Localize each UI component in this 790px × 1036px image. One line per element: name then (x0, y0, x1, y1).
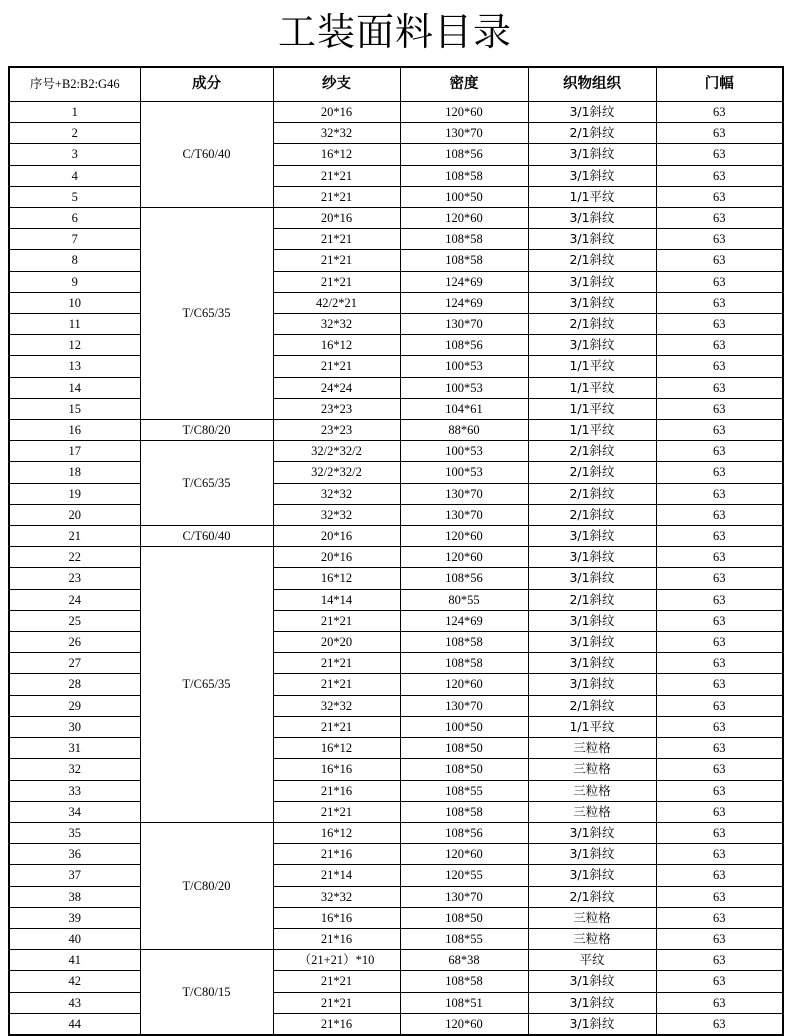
cell-yarn-count: （21+21）*10 (273, 950, 400, 971)
column-header-density: 密度 (400, 67, 528, 102)
cell-density: 108*51 (400, 992, 528, 1013)
cell-weave: 2/1斜纹 (528, 250, 656, 271)
table-row (9, 102, 783, 123)
table-body (9, 102, 783, 1035)
cell-yarn-count: 21*16 (273, 844, 400, 865)
cell-yarn-count: 42/2*21 (273, 292, 400, 313)
cell-density: 100*53 (400, 462, 528, 483)
cell-serial: 3 (9, 144, 140, 165)
cell-serial: 17 (9, 441, 140, 462)
cell-serial: 8 (9, 250, 140, 271)
table-row (9, 250, 783, 271)
cell-density: 100*50 (400, 186, 528, 207)
cell-density: 80*55 (400, 589, 528, 610)
cell-composition: T/C65/35 (140, 547, 273, 823)
cell-yarn-count: 21*21 (273, 229, 400, 250)
cell-serial: 40 (9, 928, 140, 949)
cell-weave: 三粒格 (528, 780, 656, 801)
cell-density: 100*53 (400, 377, 528, 398)
cell-fabric-width: 63 (656, 335, 783, 356)
cell-yarn-count: 21*14 (273, 865, 400, 886)
cell-serial: 32 (9, 759, 140, 780)
cell-fabric-width: 63 (656, 462, 783, 483)
cell-weave: 三粒格 (528, 738, 656, 759)
cell-yarn-count: 16*12 (273, 568, 400, 589)
cell-weave: 2/1斜纹 (528, 123, 656, 144)
cell-yarn-count: 32/2*32/2 (273, 462, 400, 483)
table-row (9, 186, 783, 207)
cell-serial: 5 (9, 186, 140, 207)
column-header-composition: 成分 (140, 67, 273, 102)
cell-yarn-count: 21*21 (273, 271, 400, 292)
cell-serial: 13 (9, 356, 140, 377)
cell-serial: 19 (9, 483, 140, 504)
cell-density: 130*70 (400, 886, 528, 907)
cell-fabric-width: 63 (656, 759, 783, 780)
cell-serial: 39 (9, 907, 140, 928)
cell-serial: 42 (9, 971, 140, 992)
cell-fabric-width: 63 (656, 271, 783, 292)
table-row (9, 462, 783, 483)
table-row (9, 547, 783, 568)
table-row (9, 589, 783, 610)
cell-density: 108*58 (400, 801, 528, 822)
cell-fabric-width: 63 (656, 653, 783, 674)
cell-weave: 3/1斜纹 (528, 632, 656, 653)
cell-yarn-count: 20*16 (273, 208, 400, 229)
cell-yarn-count: 20*16 (273, 547, 400, 568)
cell-fabric-width: 63 (656, 716, 783, 737)
cell-weave: 3/1斜纹 (528, 292, 656, 313)
cell-yarn-count: 23*23 (273, 398, 400, 419)
cell-density: 100*50 (400, 716, 528, 737)
cell-density: 108*55 (400, 780, 528, 801)
cell-serial: 30 (9, 716, 140, 737)
cell-yarn-count: 21*21 (273, 186, 400, 207)
cell-yarn-count: 21*21 (273, 992, 400, 1013)
cell-composition: C/T60/40 (140, 102, 273, 208)
table-row (9, 165, 783, 186)
cell-serial: 25 (9, 610, 140, 631)
cell-yarn-count: 21*21 (273, 165, 400, 186)
cell-weave: 3/1斜纹 (528, 229, 656, 250)
cell-weave: 3/1斜纹 (528, 992, 656, 1013)
cell-weave: 3/1斜纹 (528, 971, 656, 992)
cell-weave: 3/1斜纹 (528, 144, 656, 165)
cell-serial: 38 (9, 886, 140, 907)
cell-weave: 3/1斜纹 (528, 1013, 656, 1035)
column-header-weave: 织物组织 (528, 67, 656, 102)
cell-density: 108*56 (400, 568, 528, 589)
cell-density: 108*58 (400, 653, 528, 674)
cell-yarn-count: 14*14 (273, 589, 400, 610)
table-row (9, 144, 783, 165)
cell-serial: 16 (9, 420, 140, 441)
cell-fabric-width: 63 (656, 738, 783, 759)
cell-fabric-width: 63 (656, 822, 783, 843)
table-row (9, 504, 783, 525)
cell-yarn-count: 32*32 (273, 483, 400, 504)
cell-yarn-count: 20*20 (273, 632, 400, 653)
table-row (9, 907, 783, 928)
cell-weave: 3/1斜纹 (528, 844, 656, 865)
cell-fabric-width: 63 (656, 398, 783, 419)
table-row (9, 801, 783, 822)
cell-weave: 1/1平纹 (528, 356, 656, 377)
table-row (9, 865, 783, 886)
cell-density: 130*70 (400, 314, 528, 335)
table-row (9, 123, 783, 144)
table-row (9, 377, 783, 398)
cell-density: 120*60 (400, 547, 528, 568)
cell-fabric-width: 63 (656, 526, 783, 547)
cell-weave: 平纹 (528, 950, 656, 971)
table-row (9, 292, 783, 313)
cell-serial: 21 (9, 526, 140, 547)
cell-yarn-count: 16*12 (273, 144, 400, 165)
cell-serial: 15 (9, 398, 140, 419)
cell-density: 130*70 (400, 483, 528, 504)
cell-serial: 1 (9, 102, 140, 123)
cell-yarn-count: 16*12 (273, 738, 400, 759)
cell-density: 120*60 (400, 208, 528, 229)
cell-density: 108*50 (400, 738, 528, 759)
cell-yarn-count: 16*16 (273, 907, 400, 928)
cell-yarn-count: 21*21 (273, 716, 400, 737)
cell-serial: 22 (9, 547, 140, 568)
cell-density: 100*53 (400, 356, 528, 377)
cell-density: 108*50 (400, 759, 528, 780)
cell-serial: 10 (9, 292, 140, 313)
cell-weave: 1/1平纹 (528, 420, 656, 441)
cell-weave: 三粒格 (528, 928, 656, 949)
cell-fabric-width: 63 (656, 632, 783, 653)
cell-weave: 三粒格 (528, 759, 656, 780)
table-header (9, 67, 783, 102)
column-header-yarn-count: 纱支 (273, 67, 400, 102)
cell-yarn-count: 32*32 (273, 123, 400, 144)
table-row (9, 398, 783, 419)
table-row (9, 886, 783, 907)
table-row (9, 420, 783, 441)
cell-density: 108*56 (400, 335, 528, 356)
cell-fabric-width: 63 (656, 971, 783, 992)
cell-weave: 2/1斜纹 (528, 483, 656, 504)
cell-fabric-width: 63 (656, 123, 783, 144)
cell-density: 68*38 (400, 950, 528, 971)
cell-fabric-width: 63 (656, 695, 783, 716)
cell-yarn-count: 21*21 (273, 801, 400, 822)
table-row (9, 950, 783, 971)
cell-fabric-width: 63 (656, 208, 783, 229)
table-row (9, 483, 783, 504)
cell-yarn-count: 32*32 (273, 886, 400, 907)
cell-serial: 24 (9, 589, 140, 610)
cell-yarn-count: 24*24 (273, 377, 400, 398)
cell-yarn-count: 23*23 (273, 420, 400, 441)
cell-serial: 37 (9, 865, 140, 886)
cell-weave: 3/1斜纹 (528, 547, 656, 568)
table-row (9, 441, 783, 462)
cell-yarn-count: 16*12 (273, 335, 400, 356)
cell-serial: 12 (9, 335, 140, 356)
cell-yarn-count: 21*16 (273, 928, 400, 949)
cell-serial: 7 (9, 229, 140, 250)
cell-serial: 14 (9, 377, 140, 398)
cell-serial: 34 (9, 801, 140, 822)
cell-density: 108*58 (400, 165, 528, 186)
cell-weave: 3/1斜纹 (528, 208, 656, 229)
cell-weave: 3/1斜纹 (528, 335, 656, 356)
cell-density: 108*56 (400, 822, 528, 843)
cell-density: 120*60 (400, 844, 528, 865)
cell-weave: 1/1平纹 (528, 186, 656, 207)
cell-serial: 26 (9, 632, 140, 653)
cell-fabric-width: 63 (656, 356, 783, 377)
cell-serial: 33 (9, 780, 140, 801)
cell-fabric-width: 63 (656, 483, 783, 504)
table-row (9, 229, 783, 250)
cell-yarn-count: 32*32 (273, 314, 400, 335)
cell-yarn-count: 21*21 (273, 674, 400, 695)
table-row (9, 632, 783, 653)
cell-fabric-width: 63 (656, 377, 783, 398)
cell-yarn-count: 32*32 (273, 504, 400, 525)
cell-fabric-width: 63 (656, 547, 783, 568)
cell-density: 88*60 (400, 420, 528, 441)
cell-fabric-width: 63 (656, 441, 783, 462)
cell-density: 120*55 (400, 865, 528, 886)
table-row (9, 928, 783, 949)
cell-density: 124*69 (400, 292, 528, 313)
header-row (9, 67, 783, 102)
cell-fabric-width: 63 (656, 610, 783, 631)
cell-composition: T/C65/35 (140, 441, 273, 526)
cell-density: 120*60 (400, 102, 528, 123)
table-row (9, 716, 783, 737)
cell-fabric-width: 63 (656, 292, 783, 313)
cell-weave: 3/1斜纹 (528, 568, 656, 589)
cell-fabric-width: 63 (656, 907, 783, 928)
cell-density: 108*58 (400, 632, 528, 653)
cell-fabric-width: 63 (656, 165, 783, 186)
table-row (9, 759, 783, 780)
cell-density: 120*60 (400, 1013, 528, 1035)
cell-yarn-count: 20*16 (273, 526, 400, 547)
cell-yarn-count: 32*32 (273, 695, 400, 716)
table-row (9, 844, 783, 865)
cell-yarn-count: 21*21 (273, 653, 400, 674)
cell-weave: 1/1平纹 (528, 398, 656, 419)
cell-weave: 1/1平纹 (528, 716, 656, 737)
cell-yarn-count: 21*21 (273, 356, 400, 377)
cell-fabric-width: 63 (656, 928, 783, 949)
table-row (9, 971, 783, 992)
cell-density: 124*69 (400, 271, 528, 292)
cell-weave: 2/1斜纹 (528, 886, 656, 907)
cell-density: 108*58 (400, 229, 528, 250)
cell-serial: 4 (9, 165, 140, 186)
cell-serial: 6 (9, 208, 140, 229)
cell-serial: 43 (9, 992, 140, 1013)
cell-density: 108*58 (400, 971, 528, 992)
cell-composition: T/C80/20 (140, 822, 273, 949)
cell-weave: 3/1斜纹 (528, 610, 656, 631)
cell-weave: 3/1斜纹 (528, 102, 656, 123)
cell-weave: 2/1斜纹 (528, 589, 656, 610)
table-row (9, 822, 783, 843)
table-row (9, 1013, 783, 1035)
cell-yarn-count: 20*16 (273, 102, 400, 123)
table-row (9, 314, 783, 335)
cell-density: 100*53 (400, 441, 528, 462)
cell-yarn-count: 21*16 (273, 1013, 400, 1035)
cell-serial: 18 (9, 462, 140, 483)
column-header-serial: 序号+B2:B2:G46 (9, 67, 140, 102)
cell-weave: 三粒格 (528, 801, 656, 822)
cell-fabric-width: 63 (656, 314, 783, 335)
cell-fabric-width: 63 (656, 250, 783, 271)
cell-weave: 2/1斜纹 (528, 314, 656, 335)
cell-density: 120*60 (400, 526, 528, 547)
cell-density: 130*70 (400, 504, 528, 525)
cell-serial: 41 (9, 950, 140, 971)
cell-fabric-width: 63 (656, 992, 783, 1013)
cell-composition: T/C80/20 (140, 420, 273, 441)
cell-weave: 3/1斜纹 (528, 653, 656, 674)
cell-yarn-count: 21*21 (273, 610, 400, 631)
fabric-catalog-table (8, 66, 784, 1036)
cell-weave: 3/1斜纹 (528, 822, 656, 843)
cell-weave: 2/1斜纹 (528, 504, 656, 525)
cell-fabric-width: 63 (656, 801, 783, 822)
cell-fabric-width: 63 (656, 420, 783, 441)
cell-serial: 35 (9, 822, 140, 843)
cell-fabric-width: 63 (656, 186, 783, 207)
cell-yarn-count: 21*16 (273, 780, 400, 801)
cell-serial: 20 (9, 504, 140, 525)
cell-weave: 3/1斜纹 (528, 865, 656, 886)
cell-density: 108*56 (400, 144, 528, 165)
table-row (9, 674, 783, 695)
cell-weave: 3/1斜纹 (528, 674, 656, 695)
cell-weave: 1/1平纹 (528, 377, 656, 398)
cell-yarn-count: 16*16 (273, 759, 400, 780)
cell-density: 108*50 (400, 907, 528, 928)
cell-weave: 2/1斜纹 (528, 695, 656, 716)
cell-serial: 27 (9, 653, 140, 674)
cell-composition: C/T60/40 (140, 526, 273, 547)
table-row (9, 695, 783, 716)
table-row (9, 992, 783, 1013)
cell-yarn-count: 21*21 (273, 971, 400, 992)
cell-weave: 3/1斜纹 (528, 165, 656, 186)
cell-serial: 23 (9, 568, 140, 589)
cell-density: 130*70 (400, 123, 528, 144)
cell-density: 124*69 (400, 610, 528, 631)
cell-serial: 44 (9, 1013, 140, 1035)
cell-fabric-width: 63 (656, 102, 783, 123)
table-row (9, 208, 783, 229)
cell-serial: 2 (9, 123, 140, 144)
table-row (9, 653, 783, 674)
cell-fabric-width: 63 (656, 780, 783, 801)
cell-fabric-width: 63 (656, 886, 783, 907)
cell-density: 104*61 (400, 398, 528, 419)
column-header-fabric-width: 门幅 (656, 67, 783, 102)
cell-fabric-width: 63 (656, 844, 783, 865)
cell-serial: 28 (9, 674, 140, 695)
table-row (9, 526, 783, 547)
cell-serial: 29 (9, 695, 140, 716)
cell-yarn-count: 21*21 (273, 250, 400, 271)
cell-fabric-width: 63 (656, 674, 783, 695)
cell-fabric-width: 63 (656, 229, 783, 250)
page-title: 工装面料目录 (277, 10, 512, 54)
cell-weave: 2/1斜纹 (528, 462, 656, 483)
cell-yarn-count: 32/2*32/2 (273, 441, 400, 462)
table-row (9, 780, 783, 801)
cell-fabric-width: 63 (656, 1013, 783, 1035)
cell-composition: T/C65/35 (140, 208, 273, 420)
cell-serial: 11 (9, 314, 140, 335)
cell-fabric-width: 63 (656, 950, 783, 971)
cell-composition: T/C80/15 (140, 950, 273, 1035)
table-row (9, 610, 783, 631)
cell-weave: 3/1斜纹 (528, 526, 656, 547)
cell-density: 120*60 (400, 674, 528, 695)
cell-fabric-width: 63 (656, 865, 783, 886)
cell-weave: 三粒格 (528, 907, 656, 928)
table-row (9, 568, 783, 589)
cell-weave: 3/1斜纹 (528, 271, 656, 292)
cell-density: 108*58 (400, 250, 528, 271)
cell-weave: 2/1斜纹 (528, 441, 656, 462)
table-row (9, 356, 783, 377)
cell-serial: 36 (9, 844, 140, 865)
table-row (9, 335, 783, 356)
cell-serial: 31 (9, 738, 140, 759)
table-row (9, 271, 783, 292)
cell-yarn-count: 16*12 (273, 822, 400, 843)
cell-fabric-width: 63 (656, 568, 783, 589)
cell-density: 130*70 (400, 695, 528, 716)
cell-fabric-width: 63 (656, 144, 783, 165)
cell-fabric-width: 63 (656, 589, 783, 610)
cell-fabric-width: 63 (656, 504, 783, 525)
cell-serial: 9 (9, 271, 140, 292)
table-row (9, 738, 783, 759)
cell-density: 108*55 (400, 928, 528, 949)
